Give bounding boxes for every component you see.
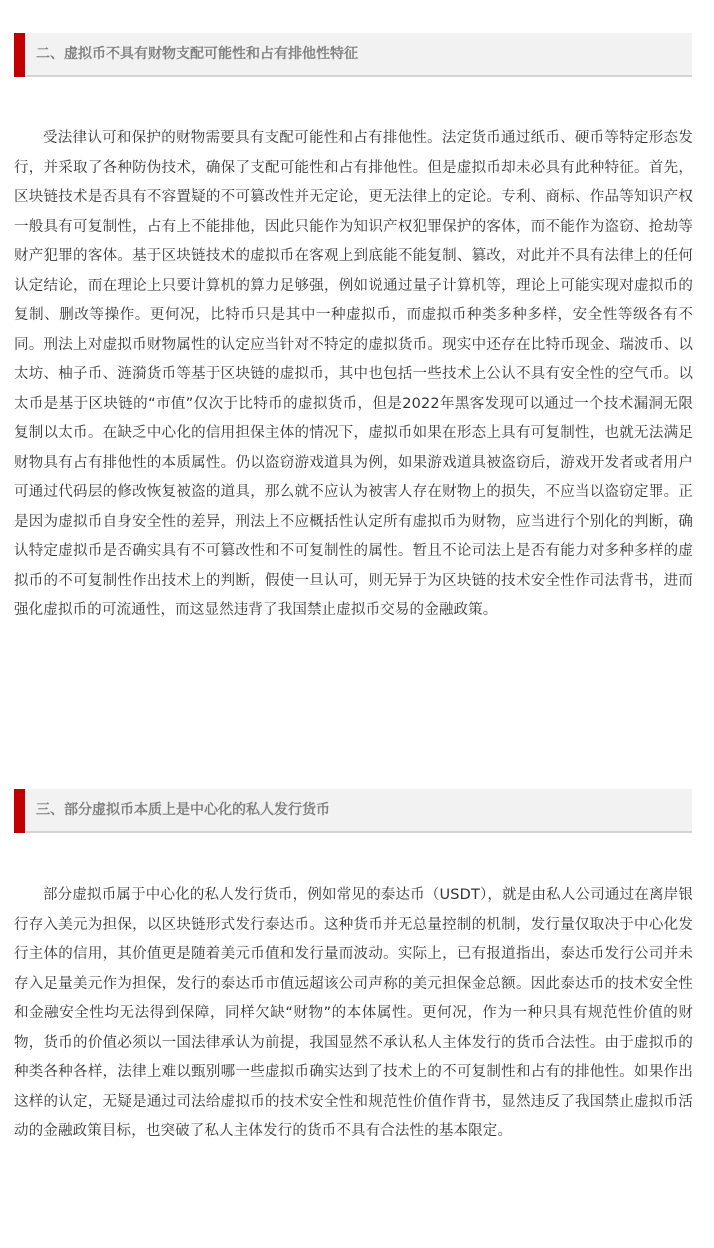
- section-paragraph: 受法律认可和保护的财物需要具有支配可能性和占有排他性。法定货币通过纸币、硬币等特定形态发行，并采取了各种防伪技术，确保了支配可能性和占有排他性。但是虚拟币却未必具有此种特征。首先，区块链技术是否具有不容置疑的不可篡改性并无定论，更无法律上的定论。专利、商标、作品等知识产权一般具有可复制性，占有上不能排他，因此只能作为知识产权犯罪保护的客体，而不能作为盗窃、抢劫等财产犯罪的客体。基于区块链技术的虚拟币在客观上到底能不能复制、篡改，对此并不具有法律上的任何认定结论，而在理论上只要计算机的算力足够强，例如说通过量子计算机等，理论上可能实现对虚拟币的复制、删改等操作。更何况，比特币只是其中一种虚拟币，而虚拟币种类多种多样，安全性等级各有不同。刑法上对虚拟币财物属性的认定应当针对不特定的虚拟货币。现实中还存在比特币现金、瑞波币、以太坊、柚子币、涟漪货币等基于区块链的虚拟币，其中也包括一些技术上公认不具有安全性的空气币。以太币是基于区块链的“市值”仅次于比特币的虚拟货币，但是2022年黑客发现可以通过一个技术漏洞无限复制以太币。在缺乏中心化的信用担保主体的情况下，虚拟币如果在形态上具有可复制性，也就无法满足财物具有占有排他性的本质属性。仍以盗窃游戏道具为例，如果游戏道具被盗窃后，游戏开发者或者用户可通过代码层的修改恢复被盗的道具，那么就不应认为被害人存在财物上的损失，不应当以盗窃定罪。正是因为虚拟币自身安全性的差异，刑法上不应概括性认定所有虚拟币为财物，应当进行个别化的判断，确认特定虚拟币是否确实具有不可篡改性和不可复制性的属性。暂且不论司法上是否有能力对多种多样的虚拟币的不可复制性作出技术上的判断，假使一旦认可，则无异于为区块链的技术安全性作司法背书，进而强化虚拟币的可流通性，而这显然违背了我国禁止虚拟币交易的金融政策。: [14, 130, 693, 618]
- section-header-2: [14, 33, 692, 77]
- section-paragraph: 部分虚拟币属于中心化的私人发行货币，例如常见的泰达币（USDT），就是由私人公司通过在离岸银行存入美元为担保，以区块链形式发行泰达币。这种货币并无总量控制的机制，发行量仅取决于中心化发行主体的信用，其价值更是随着美元币值和发行量而波动。实际上，已有报道指出，泰达币发行公司并未存入足量美元作为担保，发行的泰达币市值远超该公司声称的美元担保金总额。因此泰达币的技术安全性和金融安全性均无法得到保障，同样欠缺“财物”的本体属性。更何况，作为一种只具有规范性价值的财物，货币的价值必须以一国法律承认为前提，我国显然不承认私人主体发行的货币合法性。由于虚拟币的种类各种各样，法律上难以甄别哪一些虚拟币确实达到了技术上的不可复制性和占有的排他性。如果作出这样的认定，无疑是通过司法给虚拟币的技术安全性和规范性价值作背书，显然违反了我国禁止虚拟币活动的金融政策目标，也突破了私人主体发行的货币不具有合法性的基本限定。: [14, 887, 693, 1139]
- section-accent-bar: [14, 33, 25, 77]
- section-header-3: [14, 789, 692, 833]
- section-accent-bar: [14, 789, 25, 833]
- section-title: 三、部分虚拟币本质上是中心化的私人发行货币: [36, 802, 330, 818]
- section-title: 二、虚拟币不具有财物支配可能性和占有排他性特征: [36, 46, 358, 62]
